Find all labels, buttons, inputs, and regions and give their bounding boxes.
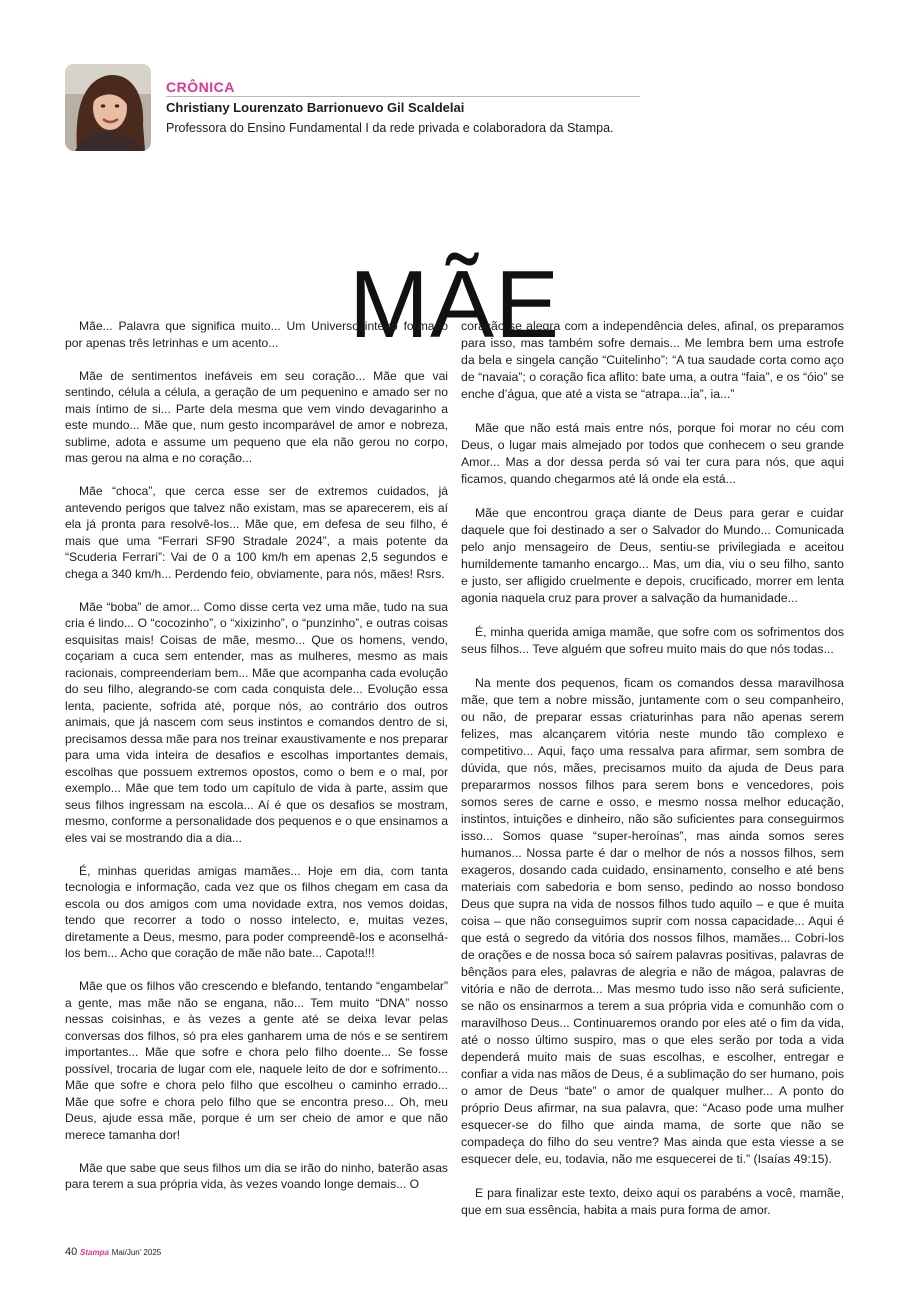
paragraph: Mãe “boba” de amor... Como disse certa vez uma mãe, tudo na sua cria é lindo... O “cocozinho”, o “xixizinho”, o “punzinho”, e outras coisas esquisitas mais! Coisas de mãe, mesmo... Que os homens, vendo, coçariam a cuca sem entender, mas as mulheres, mesmo as mais racionais, compreenderiam bem... Mãe que acompanha cada evolução do seu filho, alegrando-se com cada conquista dele... Evolução essa lenta, paciente, sofrida até, porque nós, ao contrário dos outros animais, que já nascem com seus instintos e comandos dentro de si, precisamos dessa mãe para nos treinar exaustivamente e nos preparar para uma vida inteira de desafios e escolhas importantes demais, escolhas que possuem extremos opostos, como o bem e o mal, por exemplo... Mãe que tem todo um capítulo de vida à parte, assim que seus filhos ingressam na escola... Aí é que os desafios se mostram, mesmo, conforme a personalidade dos pequenos e o que ensinamos a eles vai se mostrando dia a dia... [65,599,448,845]
paragraph: Mãe “choca”, que cerca esse ser de extremos cuidados, já antevendo perigos que talvez não existam, mas se aparecerem, eis aí ela já pronta para resolvê-los... Mãe que, em defesa de seu filho, é mais que uma “Ferrari SF90 Stradale 2024”, a mais potente da “Scuderia Ferrari”: Vai de 0 a 100 km/h em apenas 2,5 segundos e chega a 340 km/h... Perdendo feio, obviamente, para nós, mães! Rsrs. [65,484,448,581]
paragraph: Mãe que encontrou graça diante de Deus para gerar e cuidar daquele que foi destinado a ser o Salvador do Mundo... Comunicada pelo anjo mensageiro de Deus, sentiu-se privilegiada e aceitou humildemente tamanho encargo... Mas, um dia, viu o seu filho, santo e justo, ser afligido cruelmente e depois, crucificado, morrer em lenta agonia naquela cruz para prover a salvação da humanidade... [461,506,844,605]
paragraph: Mãe de sentimentos inefáveis em seu coração... Mãe que vai sentindo, célula a célula, a geração de um pequenino e amado ser no mais íntimo de si... Parte dela mesma que vem vindo devagarinho a este mundo... Mãe que, num gesto incomparável de amor e nobreza, sublime, adota e assume um pequeno que ela não gerou no corpo, mas gerou na alma e no coração... [65,368,448,465]
header-divider [166,96,640,97]
article-column-right [461,318,844,1236]
issue-date: Mai/Jun’ 2025 [111,1248,162,1257]
page-number: 40 [65,1246,78,1258]
paragraph: Mãe que sabe que seus filhos um dia se irão do ninho, baterão asas para terem a sua própria vida, às vezes voando longe demais... O [65,1160,448,1191]
paragraph: coração se alegra com a independência deles, afinal, os preparamos para isso, mas também sofre demais... Me lembra bem uma estrofe da bela e singela canção “Cuitelinho”: “A tua saudade corta como aço de “navaia”; o coração fica aflito: bate uma, a outra “faia”, e os “óio” se enche d’água, que até a vista se “atrapa...ia”, ia...” [461,319,844,401]
page-footer [65,1246,161,1258]
author-photo [65,64,151,151]
paragraph: Mãe que os filhos vão crescendo e blefando, tentando “engambelar” a gente, mas mãe não se engana, não... Tem muito “DNA” nosso nessas coisinhas, e às vezes a gente até se deixa levar pelas conversas dos filhos, só pra eles ganharem uma de nós e se sentirem importantes... Mãe que sofre e chora pelo filho doente... Se fosse possível, trocaria de lugar com ele, naquele leito de dor e sofrimento... Mãe que sofre e chora pelo filho que escolheu o caminho errado... Mãe que sofre e chora pelo filho que se encontra preso... Oh, meu Deus, ajude essa mãe, porque é um ser cheio de amor e que não merece tamanha dor! [65,979,448,1142]
paragraph: Na mente dos pequenos, ficam os comandos dessa maravilhosa mãe, que tem a nobre missão, juntamente com o seu companheiro, ou não, de preparar essas criaturinhas para não apenas serem felizes, mas alcançarem vitória neste mundo tão complexo e competitivo... Aqui, faço uma ressalva para afirmar, sem sombra de dúvida, que nós, mães, precisamos muito da ajuda de Deus para prepararmos nossos filhos para serem bons e vencedores, pois somos seres de carne e osso, e mesmo nossa melhor educação, instintos, intuições e dinheiro, não são suficientes para conseguirmos isso... Somos quase “super-heroínas”, mas ainda somos seres humanos... Nossa parte é dar o melhor de nós a nossos filhos, sem exageros, dosando cada cuidado, ensinamento, conselho e até bens materiais com sabedoria e bom senso, pedindo ao nosso bondoso Deus que supra na vida de nossos filhos tudo aquilo – e que é muita coisa – que não conseguimos suprir com nossa capacidade... Aqui é que está o segredo da vitória dos nossos filhos, mamães... Cobri-los de orações e de nossa boca só saírem palavras positivas, palavras de bênçãos para eles, palavras de alegria e não de mágoa, palavras de vitória e não de derrota... Mas mesmo tudo isso não será suficiente, se não os ensinarmos a terem a sua própria vida e comunhão com o maravilhoso Deus... Continuaremos orando por eles até o fim da vida, até o nosso último suspiro, mas o que eles serão por toda a vida dependerá muito mais de suas escolhas, e escolher, entregar e confiar a vida nas mãos de Deus, é a sublimação do ser humano, pois o amor de Deus “bate” o amor de qualquer mulher... A ponto do próprio Deus afirmar, na sua palavra, que: “Acaso pode uma mulher esquecer-se do filho que ainda mama, de sorte que não se compadeça do filho do seu ventre? Mas ainda que esta viesse a se esquecer dele, eu, todavia, não me esquecerei de ti.” (Isaías 49:15). [461,676,844,1166]
paragraph: É, minhas queridas amigas mamães... Hoje em dia, com tanta tecnologia e informação, cada vez que os filhos chegam em casa da escola ou dos amigos com uma novidade extra, nos vemos doidas, tendo que recorrer a todo o nosso intelecto, e, muitas vezes, diretamente a Deus, mesmo, para poder compreendê-los e aconselhá-los bem... Acho que coração de mãe não bate... Capota!!! [65,863,448,960]
article-column-left [65,318,448,1209]
paragraph: É, minha querida amiga mamãe, que sofre com os sofrimentos dos seus filhos... Teve alguém que sofreu muito mais do que nós todas... [461,625,844,656]
article-title: MÃE [348,251,561,359]
paragraph: E para finalizar este texto, deixo aqui os parabéns a você, mamãe, que em sua essência, habita a mais pura forma de amor. [461,1186,844,1217]
magazine-brand: Stampa [80,1248,109,1257]
paragraph: Mãe que não está mais entre nós, porque foi morar no céu com Deus, o lugar mais almejado por todos que conhecem o seu grande Amor... Mas a dor dessa perda só vai ter cura para nós, que aqui ficamos, quando chegarmos até lá onde ela está... [461,421,844,486]
author-name: Christiany Lourenzato Barrionuevo Gil Scaldelai [166,100,465,115]
author-role: Professora do Ensino Fundamental I da rede privada e colaboradora da Stampa. [166,121,614,135]
section-label: CRÔNICA [166,79,235,95]
paragraph: Mãe... Palavra que significa muito... Um Universo inteiro formado por apenas três letrinhas e um acento... [65,319,448,350]
